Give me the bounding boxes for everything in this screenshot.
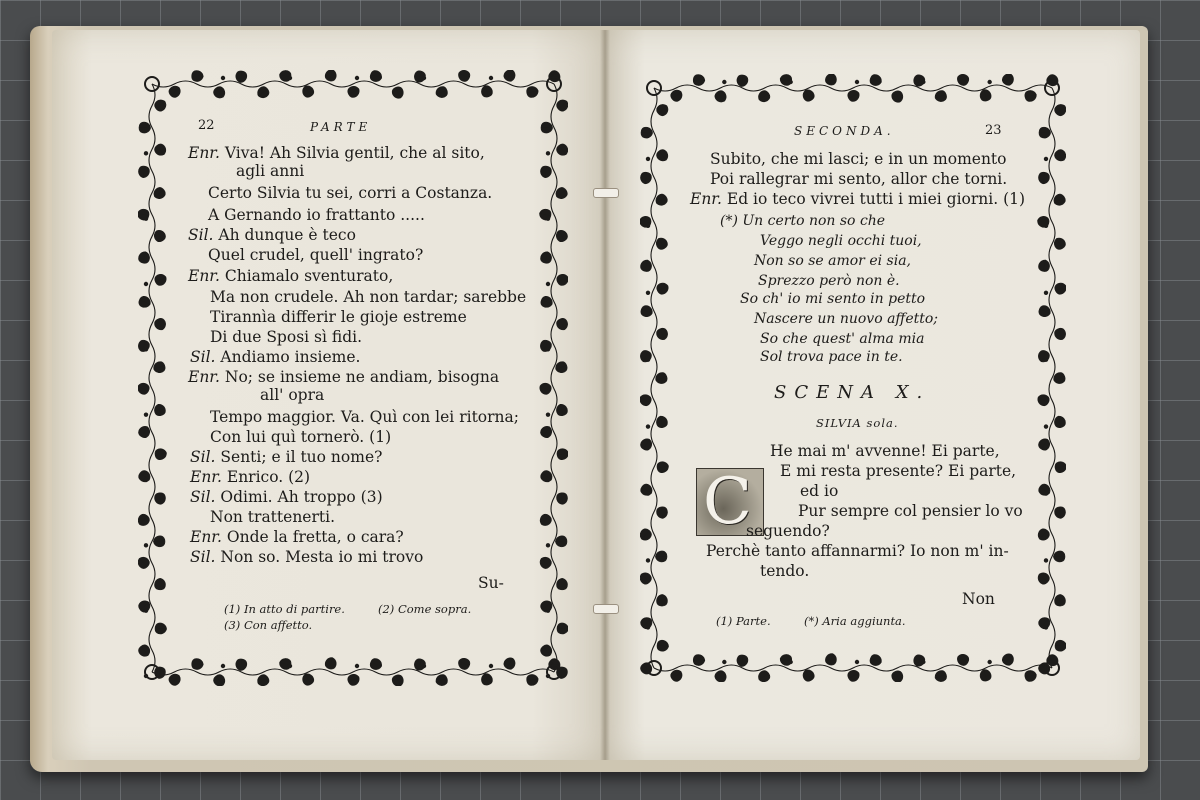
verse-line: Enr. Enrico. (2)	[190, 468, 311, 486]
verse-line: Enr. Ed io teco vivrei tutti i miei giorni. (1)	[690, 190, 1026, 208]
footnote: (1) In atto di partire.	[224, 602, 345, 616]
verse-line: Enr. Onde la fretta, o cara?	[190, 528, 404, 546]
verse-line: Pur sempre col pensier lo vo	[798, 502, 1023, 520]
verse-line: Di due Sposi sì fidi.	[210, 328, 363, 346]
aria-line: Sprezzo però non è.	[758, 273, 900, 289]
footnote: (2) Come sopra.	[378, 602, 472, 616]
scene-subtitle: SILVIA sola.	[816, 416, 899, 430]
verse-line: Enr. No; se insieme ne andiam, bisogna	[188, 368, 500, 386]
footnote: (*) Aria aggiunta.	[804, 614, 906, 628]
aria-line: So che quest' alma mia	[760, 331, 925, 347]
verse-line: Poi rallegrar mi sento, allor che torni.	[710, 170, 1008, 188]
open-book	[30, 22, 1150, 774]
aria-line: (*) Un certo non so che	[720, 213, 886, 229]
aria-line: So ch' io mi sento in petto	[740, 291, 926, 307]
verse-line: Non trattenerti.	[210, 508, 335, 526]
verse-line: Sil. Odimi. Ah troppo (3)	[190, 488, 383, 506]
aria-line: Non so se amor ei sia,	[754, 253, 911, 269]
verse-line: ed io	[800, 482, 839, 500]
initial-letter: C	[703, 465, 752, 539]
verse-line: Enr. Viva! Ah Silvia gentil, che al sito,	[188, 144, 485, 162]
footnote: (1) Parte.	[716, 614, 771, 628]
verse-line: E mi resta presente? Ei parte,	[780, 462, 1017, 480]
catchword: Non	[962, 590, 995, 608]
verse-line: agli anni	[236, 162, 305, 180]
running-head: PARTE	[310, 120, 372, 134]
page-number: 22	[198, 118, 215, 133]
verse-line: Perchè tanto affannarmi? Io non m' in-	[706, 542, 1009, 560]
verse-line: Sil. Non so. Mesta io mi trovo	[190, 548, 424, 566]
verse-line: tendo.	[760, 562, 810, 580]
verse-line: Sil. Andiamo insieme.	[190, 348, 361, 366]
verse-line: Certo Silvia tu sei, corri a Costanza.	[208, 184, 493, 202]
verse-line: Sil. Ah dunque è teco	[188, 226, 356, 244]
verse-line: all' opra	[260, 386, 325, 404]
verse-line: Tempo maggior. Va. Quì con lei ritorna;	[210, 408, 519, 426]
binding-stitch	[593, 188, 619, 198]
verse-line: Quel crudel, quell' ingrato?	[208, 246, 424, 264]
verse-line: Subito, che mi lasci; e in un momento	[710, 150, 1007, 168]
verse-line: Sil. Senti; e il tuo nome?	[190, 448, 383, 466]
verse-line: Enr. Chiamalo sventurato,	[188, 267, 394, 285]
aria-line: Sol trova pace in te.	[760, 349, 903, 365]
verse-line: Tirannìa differir le gioje estreme	[210, 308, 467, 326]
footnote: (3) Con affetto.	[224, 618, 313, 632]
verse-line: A Gernando io frattanto .....	[208, 206, 425, 224]
running-head: SECONDA.	[794, 124, 895, 138]
book-gutter	[600, 30, 610, 760]
verse-line: Con lui quì tornerò. (1)	[210, 428, 392, 446]
verse-line: seguendo?	[746, 522, 830, 540]
verse-line: He mai m' avvenne! Ei parte,	[770, 442, 1000, 460]
aria-line: Nascere un nuovo affetto;	[754, 311, 939, 327]
catchword: Su-	[478, 574, 504, 592]
page-number: 23	[985, 123, 1002, 138]
verse-line: Ma non crudele. Ah non tardar; sarebbe	[210, 288, 527, 306]
aria-line: Veggo negli occhi tuoi,	[760, 233, 922, 249]
binding-stitch	[593, 604, 619, 614]
scene-title: SCENA X.	[774, 382, 931, 403]
